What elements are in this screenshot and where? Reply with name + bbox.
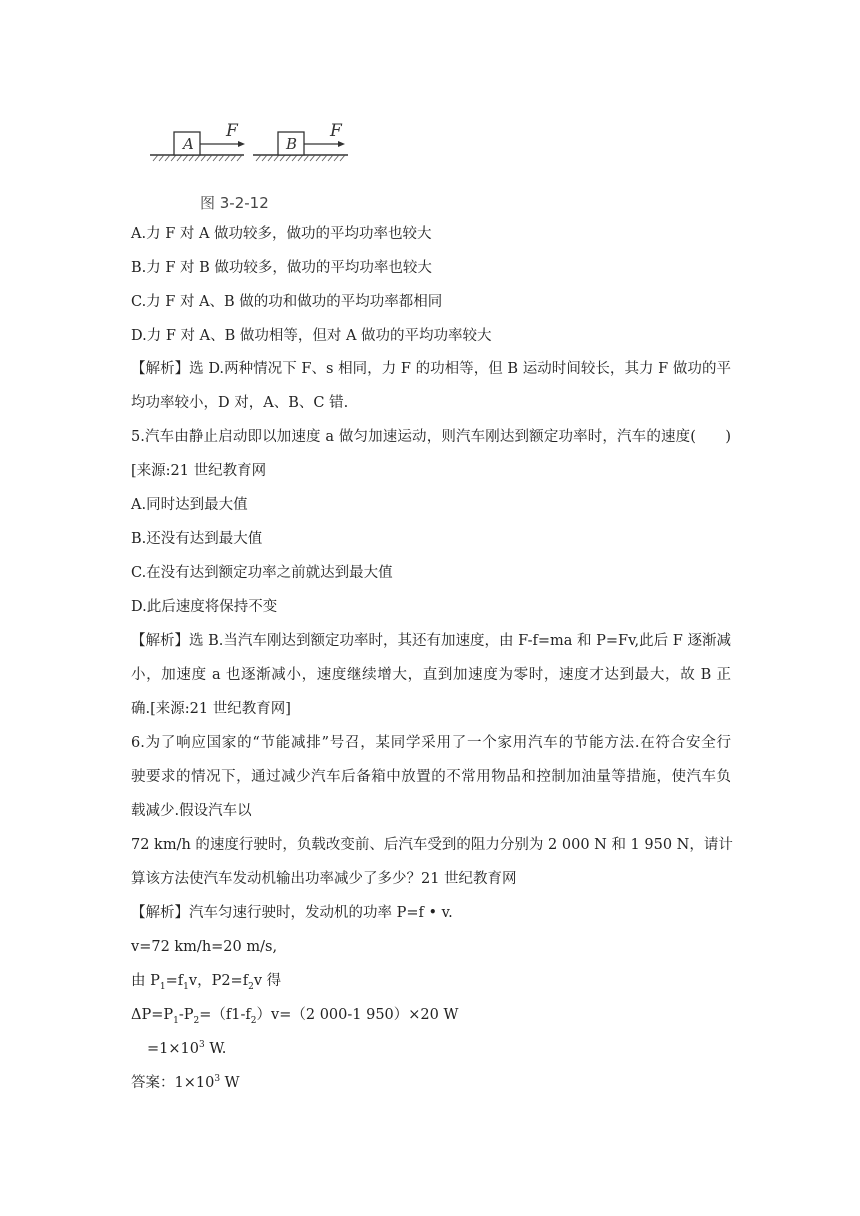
q6-answer: 答案：$1\times 10^3$ W bbox=[131, 1074, 240, 1091]
force-label-b: F bbox=[330, 121, 342, 141]
q6-solution-line-5: $=1\times 10^3$ W. bbox=[147, 1040, 227, 1057]
figure-3-2-12 bbox=[148, 120, 358, 215]
q5-stem-line-1: 5.汽车由静止启动即以加速度 a 做匀加速运动，则汽车刚达到额定功率时，汽车的速度( ) bbox=[131, 429, 731, 445]
q6-stem-line-5: 算该方法使汽车发动机输出功率减少了多少？21 世纪教育网 bbox=[131, 871, 517, 887]
q6-stem-line-4: 72 km/h 的速度行驶时，负载改变前、后汽车受到的阻力分别为 2 000 N 和 1 950 N，请计 bbox=[131, 837, 733, 853]
q5-analysis-line-3: 确.[来源:21 世纪教育网] bbox=[131, 701, 291, 717]
q6-solution-line-1: 【解析】汽车匀速行驶时，发动机的功率 P=f • v. bbox=[131, 905, 453, 921]
q4-option-b: B.力 F 对 B 做功较多，做功的平均功率也较大 bbox=[131, 260, 432, 276]
q6-solution-line-3: 由 $P_1=f_1v$，$P2=f_2v$ 得 bbox=[131, 973, 282, 992]
q4-option-c: C.力 F 对 A、B 做的功和做功的平均功率都相同 bbox=[131, 294, 443, 310]
block-a-label: A bbox=[183, 135, 194, 153]
force-label-a: F bbox=[226, 121, 238, 141]
q5-source-note: [来源:21 世纪教育网 bbox=[131, 463, 267, 479]
q4-option-d: D.力 F 对 A、B 做功相等，但对 A 做功的平均功率较大 bbox=[131, 328, 492, 344]
q5-option-a: A.同时达到最大值 bbox=[131, 497, 248, 513]
ground-right bbox=[253, 155, 348, 161]
q6-stem-line-2: 驶要求的情况下，通过减少汽车后备箱中放置的不常用物品和控制加油量等措施，使汽车负 bbox=[131, 769, 731, 785]
force-arrowhead-b bbox=[338, 141, 345, 147]
block-b-label: B bbox=[286, 135, 298, 153]
q6-stem-line-3: 载减少.假设汽车以 bbox=[131, 803, 252, 819]
q5-analysis-line-1: 【解析】选 B.当汽车刚达到额定功率时，其还有加速度，由 F-f=ma 和 P=Fv,此后 F 逐渐减 bbox=[131, 633, 731, 649]
force-arrowhead-a bbox=[238, 141, 245, 147]
q4-analysis-line-1: 【解析】选 D.两种情况下 F、s 相同，力 F 的功相等，但 B 运动时间较长，其力 F 做功的平 bbox=[131, 361, 731, 377]
q6-stem-line-1: 6.为了响应国家的“节能减排”号召，某同学采用了一个家用汽车的节能方法.在符合安全行 bbox=[131, 735, 731, 751]
q4-option-a: A.力 F 对 A 做功较多，做功的平均功率也较大 bbox=[131, 226, 432, 242]
q5-option-c: C.在没有达到额定功率之前就达到最大值 bbox=[131, 565, 393, 581]
q6-solution-line-4: $\Delta P=P_1-P_2=(f1-f_2)v=(2$ 000-1 950）×20 W bbox=[131, 1007, 459, 1026]
q5-analysis-line-2: 小，加速度 a 也逐渐减小，速度继续增大，直到加速度为零时，速度才达到最大，故 B 正 bbox=[131, 667, 731, 683]
q5-option-b: B.还没有达到最大值 bbox=[131, 531, 263, 547]
q4-analysis-line-2: 均功率较小，D 对，A、B、C 错. bbox=[131, 395, 349, 411]
q6-solution-line-2: v=72 km/h=20 m/s, bbox=[131, 939, 278, 955]
ground-left bbox=[150, 155, 244, 161]
q5-option-d: D.此后速度将保持不变 bbox=[131, 599, 278, 615]
figure-caption: 图 3-2-12 bbox=[200, 194, 269, 212]
